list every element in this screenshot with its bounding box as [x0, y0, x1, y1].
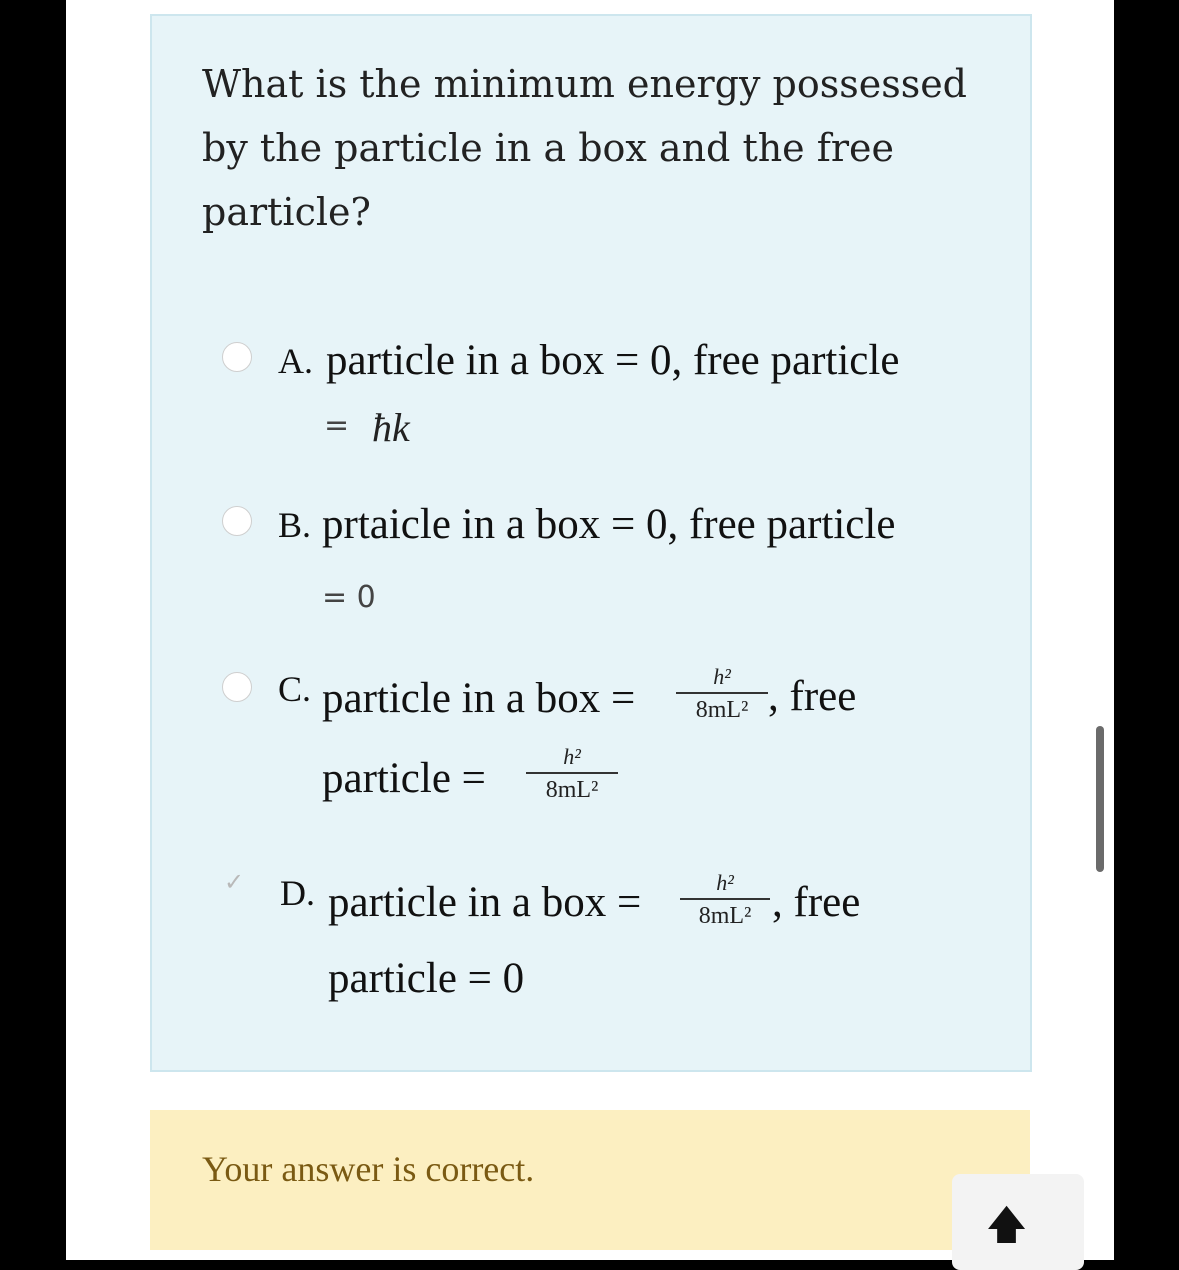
- option-d-fraction: [680, 870, 770, 930]
- option-c-frac2-den: 8mL²: [545, 777, 599, 803]
- option-d-frac-bar: [680, 898, 770, 900]
- option-d-frac-den: 8mL²: [698, 903, 752, 929]
- option-a-line1: particle in a box = 0, free particle: [326, 337, 900, 384]
- feedback-box: [150, 1110, 1030, 1250]
- scroll-to-top-button[interactable]: [952, 1174, 1084, 1270]
- option-c-frac2-num: h²: [563, 744, 581, 769]
- option-d-line2: particle = 0: [328, 955, 525, 1002]
- option-c-frac-bar: [676, 692, 768, 694]
- option-a-hk: ħk: [372, 405, 410, 450]
- option-c-line2: particle =: [322, 755, 486, 802]
- option-b[interactable]: [152, 490, 1022, 620]
- option-b-letter: B.: [278, 505, 312, 545]
- option-d-frac-num: h²: [716, 870, 734, 895]
- option-b-line1: prtaicle in a box = 0, free particle: [322, 501, 896, 548]
- question-box: [150, 14, 1032, 1072]
- option-c-frac-den: 8mL²: [695, 697, 749, 723]
- option-d-suffix: , free: [772, 879, 861, 926]
- question-text: What is the minimum energy possessed by the particle in a box and the free particle?: [202, 62, 968, 234]
- option-c-frac2-bar: [526, 772, 618, 774]
- option-a-equals: =: [324, 408, 350, 443]
- partial-top-text: [196, 0, 896, 4]
- option-c-letter: C.: [278, 669, 312, 709]
- option-c-fraction: [676, 664, 768, 724]
- option-a-letter: A.: [278, 341, 313, 381]
- arrow-up-icon: 🡅: [986, 1202, 1028, 1248]
- page: [66, 0, 1114, 1260]
- option-d-line1: particle in a box =: [328, 879, 642, 926]
- check-icon: ✓: [224, 868, 245, 896]
- radio-c-icon[interactable]: [222, 672, 252, 702]
- radio-b-icon[interactable]: [222, 506, 252, 536]
- option-b-line2: = 0: [322, 580, 376, 615]
- option-c-suffix: , free: [768, 673, 857, 720]
- option-c-line1: particle in a box =: [322, 675, 636, 722]
- option-c-fraction-2: [526, 744, 618, 804]
- feedback-text: Your answer is correct.: [202, 1149, 535, 1189]
- option-d-letter: D.: [280, 873, 315, 913]
- option-c[interactable]: [152, 656, 1022, 836]
- option-a[interactable]: [152, 326, 1022, 456]
- option-d[interactable]: [152, 862, 1022, 1032]
- option-c-frac-num: h²: [713, 664, 731, 689]
- radio-a-icon[interactable]: [222, 342, 252, 372]
- scrollbar-thumb[interactable]: [1096, 726, 1104, 872]
